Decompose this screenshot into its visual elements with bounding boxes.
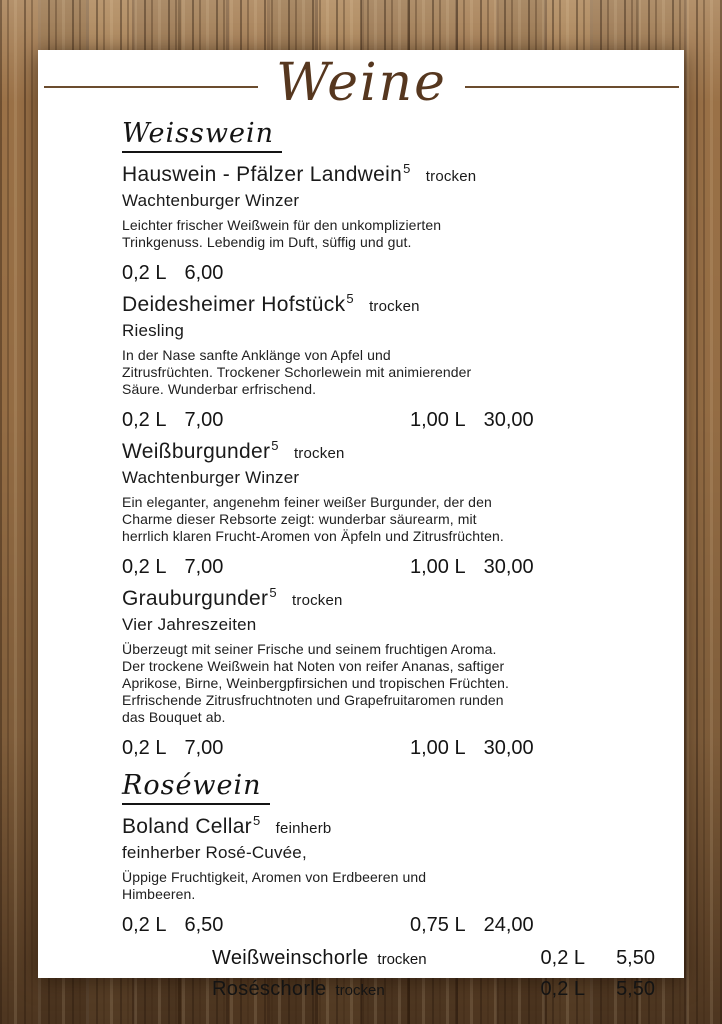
wine-producer: Wachtenburger Winzer — [122, 468, 300, 488]
price-small-serving — [122, 408, 410, 432]
wine-footnote: 5 — [346, 291, 354, 307]
wine-name: Weißburgunder — [122, 440, 271, 464]
wine-name: Grauburgunder — [122, 587, 269, 611]
schorle-style-label: trocken — [377, 951, 427, 969]
description-line: Üppige Fruchtigkeit, Aromen von Erdbeeren und — [122, 869, 427, 886]
wine-entry-hauswein — [122, 163, 655, 285]
price-bottle-serving — [410, 408, 534, 432]
wine-description — [122, 869, 655, 903]
wine-entry-grauburgunder — [122, 587, 655, 760]
serving-volume: 0,2 L — [540, 947, 585, 970]
serving-volume: 0,2 L — [122, 409, 167, 432]
price-small-serving — [122, 555, 410, 579]
section-heading-rosewein: Roséwein — [122, 770, 270, 805]
wine-style-label: trocken — [369, 298, 420, 316]
serving-price: 30,00 — [483, 556, 534, 579]
wine-description — [122, 347, 655, 398]
wine-style-label: trocken — [293, 445, 345, 463]
wine-footnote: 5 — [271, 438, 279, 454]
title-rule-right — [465, 86, 679, 88]
serving-price: 7,00 — [184, 737, 224, 760]
wine-footnote: 5 — [403, 161, 411, 177]
wine-style-label: trocken — [292, 592, 343, 610]
description-line: In der Nase sanfte Anklänge von Apfel und — [122, 347, 391, 364]
serving-price: 30,00 — [483, 737, 534, 760]
schorle-list — [122, 945, 655, 1004]
wine-description — [122, 494, 655, 545]
wine-description — [122, 641, 655, 726]
description-line: Aprikose, Birne, Weinbergpfirsichen und tropischen Früchten. — [122, 675, 510, 692]
serving-price: 7,00 — [184, 409, 224, 432]
price-bottle-serving — [410, 555, 534, 579]
wine-name-row — [122, 587, 655, 613]
wine-footnote: 5 — [269, 585, 277, 601]
wine-entry-deidesheimer — [122, 293, 655, 432]
wine-entry-weissburgunder — [122, 440, 655, 579]
serving-price: 6,50 — [184, 914, 224, 937]
title-rule-left — [44, 86, 258, 88]
schorle-style-label: trocken — [335, 982, 385, 1000]
wine-entry-boland-cellar — [122, 815, 655, 937]
serving-price: 7,00 — [184, 556, 224, 579]
description-line: Trinkgenuss. Lebendig im Duft, süffig und gut. — [122, 234, 412, 251]
price-row — [122, 736, 655, 760]
description-line: herrlich klaren Frucht-Aromen von Äpfeln und Zitrusfrüchten. — [122, 528, 504, 545]
wine-producer: Wachtenburger Winzer — [122, 191, 300, 211]
serving-volume: 1,00 L — [410, 737, 466, 760]
serving-volume: 0,75 L — [410, 914, 466, 937]
wine-name-row — [122, 815, 655, 841]
wine-description — [122, 217, 655, 251]
serving-volume: 0,2 L — [122, 737, 167, 760]
price-small-serving — [122, 736, 410, 760]
description-line: das Bouquet ab. — [122, 709, 226, 726]
wine-style-label: feinherb — [275, 820, 332, 838]
schorle-name: Weißweinschorle — [212, 947, 369, 970]
description-line: Ein eleganter, angenehm feiner weißer Burgunder, der den — [122, 494, 492, 511]
menu-page — [38, 50, 684, 1001]
price-small-serving — [122, 261, 410, 285]
price-row — [122, 261, 655, 285]
serving-volume: 0,2 L — [540, 978, 585, 1001]
price-small-serving — [122, 913, 410, 937]
description-line: Erfrischende Zitrusfruchtnoten und Grapefruitaromen runden — [122, 692, 504, 709]
price-row — [122, 555, 655, 579]
wine-producer: feinherber Rosé-Cuvée, — [122, 843, 307, 863]
description-line: Der trockene Weißwein hat Noten von reifer Ananas, saftiger — [122, 658, 505, 675]
page-title-row — [44, 53, 679, 118]
wine-name-row — [122, 440, 655, 466]
description-line: Himbeeren. — [122, 886, 196, 903]
price-bottle-serving — [410, 736, 534, 760]
wine-name: Boland Cellar — [122, 815, 252, 839]
wine-style-label: trocken — [425, 168, 477, 186]
description-line: Überzeugt mit seiner Frische und seinem fruchtigen Aroma. — [122, 641, 497, 658]
serving-volume: 0,2 L — [122, 556, 167, 579]
serving-volume: 0,2 L — [122, 262, 167, 285]
wine-name-row — [122, 163, 655, 189]
serving-volume: 0,2 L — [122, 914, 167, 937]
wine-name: Hauswein - Pfälzer Landwein — [122, 163, 403, 187]
serving-volume: 1,00 L — [410, 556, 466, 579]
description-line: Charme dieser Rebsorte zeigt: wunderbar säurearm, mit — [122, 511, 477, 528]
serving-price: 5,50 — [616, 978, 655, 1001]
wine-footnote: 5 — [252, 813, 261, 829]
page-title: Weine — [276, 53, 447, 113]
description-line: Leichter frischer Weißwein für den unkomplizierten — [122, 217, 442, 234]
price-row — [122, 408, 655, 432]
wine-producer: Vier Jahreszeiten — [122, 615, 257, 635]
schorle-row-weissweinschorle — [122, 945, 655, 973]
serving-price: 5,50 — [616, 947, 655, 970]
description-line: Säure. Wunderbar erfrischend. — [122, 381, 317, 398]
price-row — [122, 913, 655, 937]
description-line: Zitrusfrüchten. Trockener Schorlewein mit animierender — [122, 364, 472, 381]
wine-producer: Riesling — [122, 321, 185, 341]
wine-name-row — [122, 293, 655, 319]
serving-price: 6,00 — [184, 262, 224, 285]
schorle-row-roseschorle — [122, 976, 655, 1004]
price-bottle-serving — [410, 913, 534, 937]
menu-content — [38, 118, 684, 1004]
schorle-price — [541, 976, 655, 1002]
wine-name: Deidesheimer Hofstück — [122, 293, 346, 317]
schorle-name: Roséschorle — [212, 978, 327, 1001]
serving-price: 30,00 — [483, 409, 534, 432]
serving-price: 24,00 — [483, 914, 534, 937]
section-heading-weisswein: Weisswein — [122, 118, 282, 153]
schorle-price — [541, 945, 655, 971]
serving-volume: 1,00 L — [410, 409, 466, 432]
